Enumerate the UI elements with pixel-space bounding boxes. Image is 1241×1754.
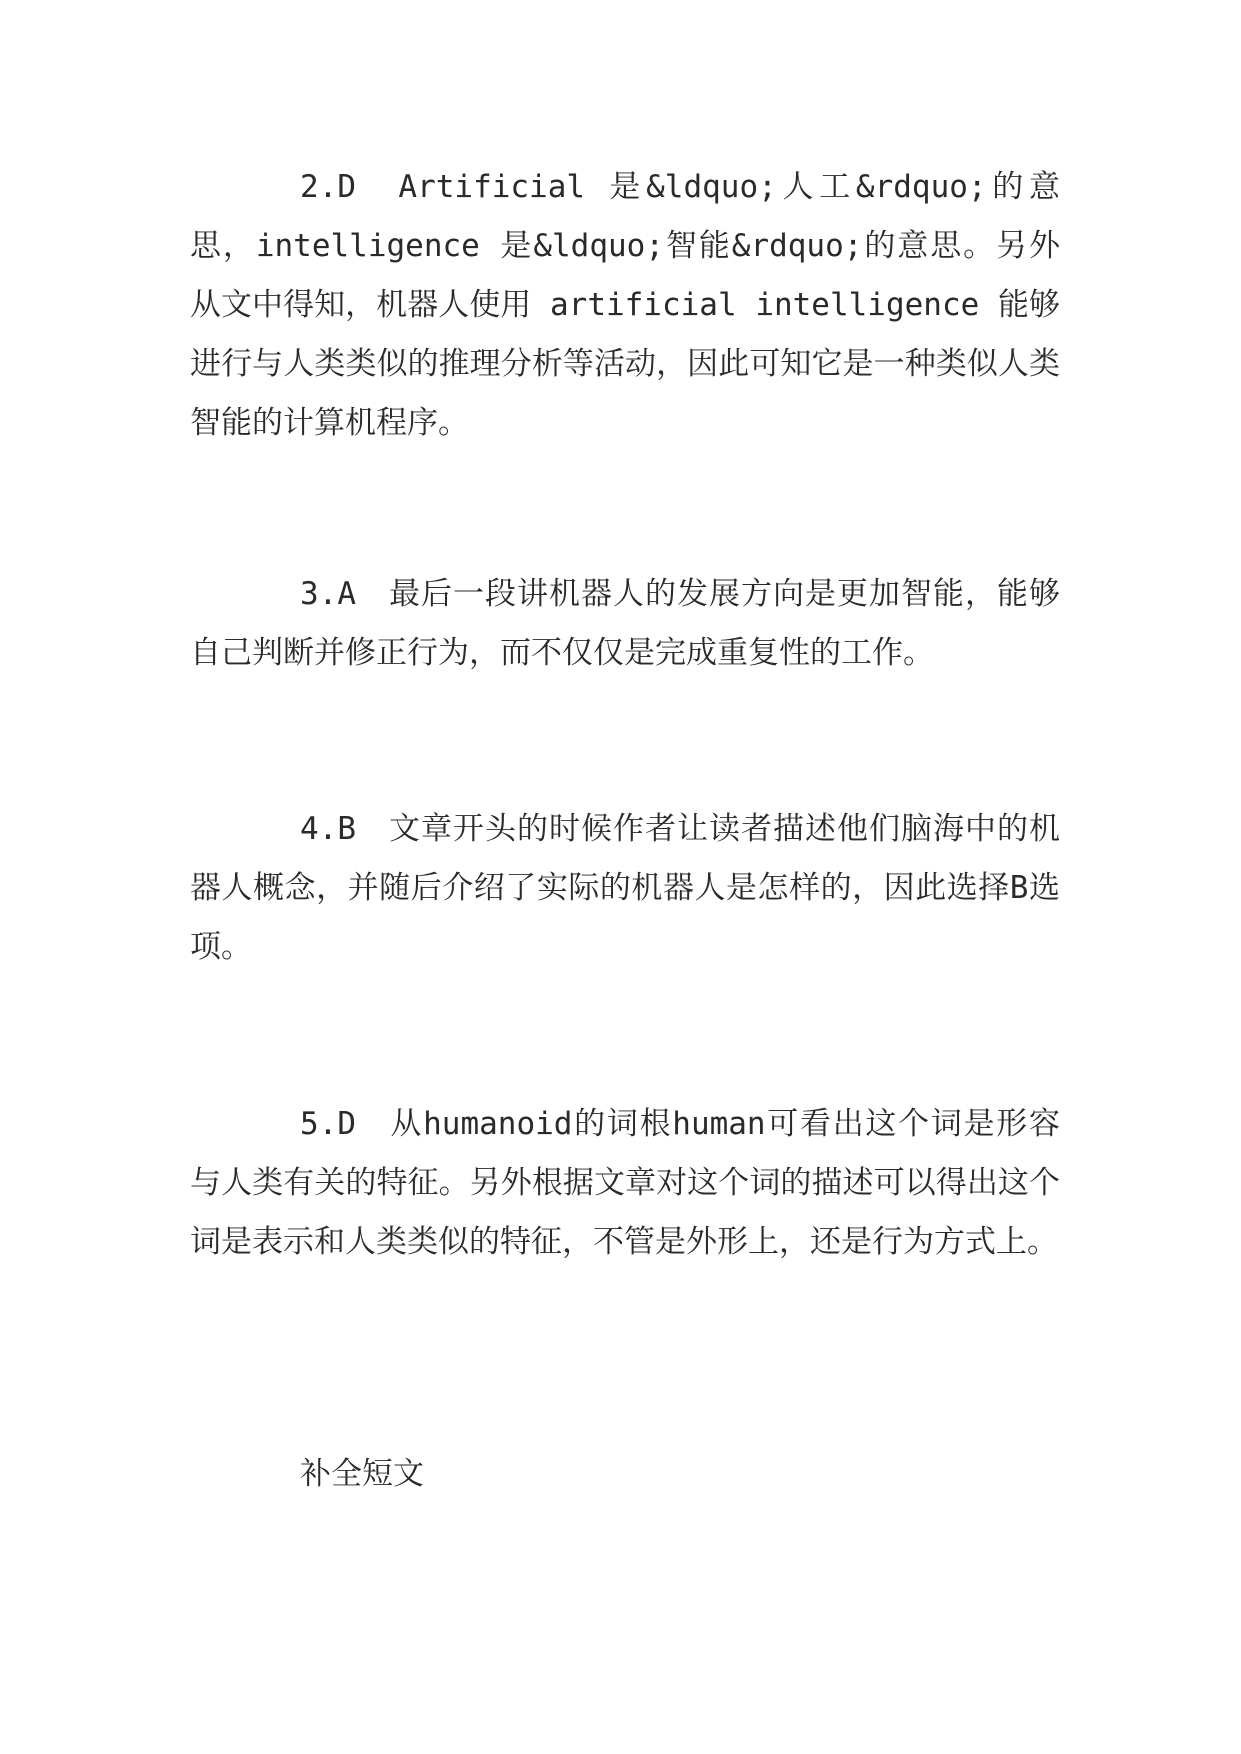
answer-explanation-4: 4.B 文章开头的时候作者让读者描述他们脑海中的机器人概念，并随后介绍了实际的机器人是怎样的，因此选择B选项。	[190, 811, 1060, 965]
section-heading: 补全短文	[300, 1456, 424, 1492]
answer-explanation-5: 5.D 从humanoid的词根human可看出这个词是形容与人类有关的特征。另外根据文章对这个词的描述可以得出这个词是表示和人类类似的特征，不管是外形上，还是行为方式上。	[190, 1106, 1060, 1260]
answer-explanation-3: 3.A 最后一段讲机器人的发展方向是更加智能，能够自己判断并修正行为，而不仅仅是完成重复性的工作。	[190, 576, 1060, 671]
answer-explanation-2: 2.D Artificial 是&ldquo;人工&rdquo;的意思，intelligence 是&ldquo;智能&rdquo;的意思。另外从文中得知，机器人使用 artificial intelligence 能够进行与人类类似的推理分析等活动，因此可知它是一种类似人类智能的计算机程序。	[190, 169, 1060, 441]
